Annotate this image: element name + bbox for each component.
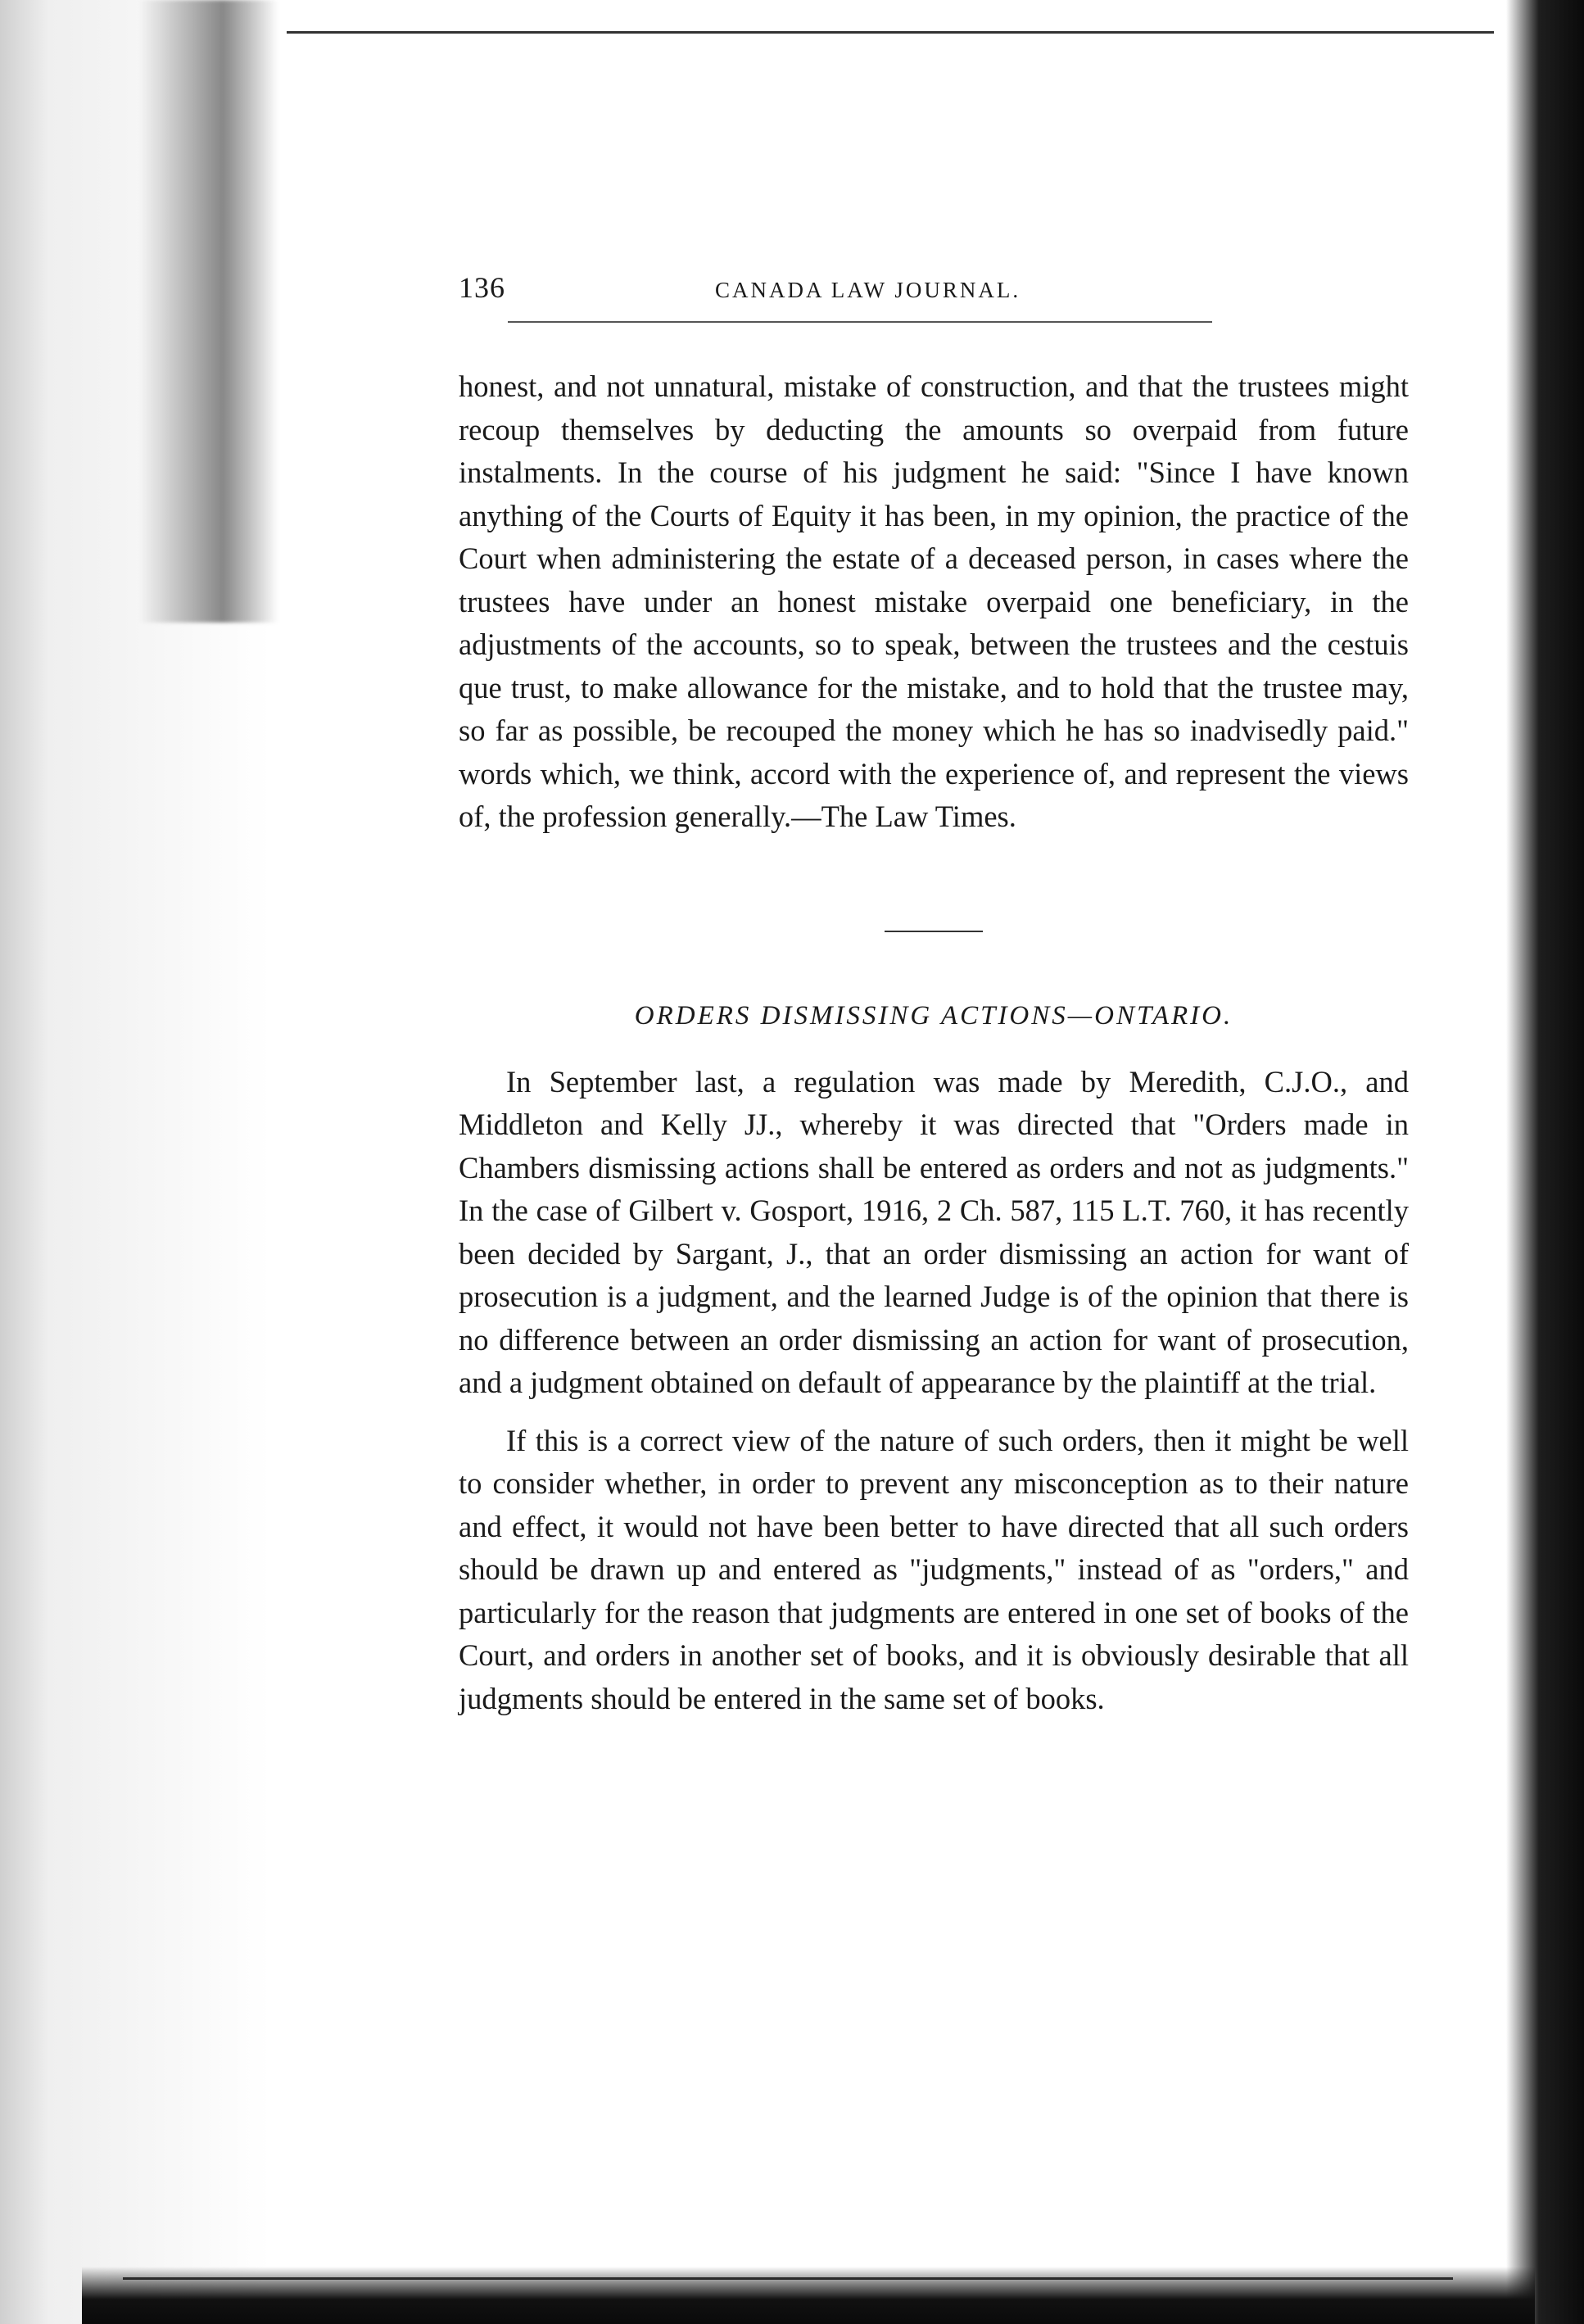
page-number: 136 [459, 271, 505, 304]
scan-binding-shadow [139, 0, 278, 623]
section-paragraph: In September last, a regulation was made by Meredith, C.J.O., and Middleton and Kelly JJ., whereby it was directed that "Orders made in Chambers dismissing actions shall be entered as orders and not as judgments." In the case of Gilbert v. Gosport, 1916, 2 Ch. 587, 115 L.T. 760, it has recently been decided by Sargant, J., that an order dismissing an action for want of prosecution is a judgment, and the learned Judge is of the opinion that there is no difference between an order dismissing an action for want of prosecution, and a judgment obtained on default of appearance by the plaintiff at the trial. [459, 1064, 1409, 1399]
page-header [459, 270, 1409, 316]
running-title: CANADA LAW JOURNAL. [715, 278, 1021, 302]
section-title: ORDERS DISMISSING ACTIONS—ONTARIO. [634, 1000, 1233, 1031]
scan-bottom-rule [123, 2277, 1453, 2280]
scan-right-edge [1506, 0, 1584, 2324]
scan-top-edge [287, 31, 1494, 34]
scan-bottom-edge [82, 2267, 1535, 2324]
header-rule [508, 321, 1212, 323]
section-paragraph: If this is a correct view of the nature of such orders, then it might be well to consider whether, in order to prevent any misconception as to their nature and effect, it would not have been better to have directed that all such orders should be drawn up and entered as "judgments," instead of as "orders," and particularly for the reason that judgments are entered in one set of books of the Court, and orders in another set of books, and it is obviously desirable that all judgments should be entered in the same set of books. [459, 1423, 1409, 1715]
section-divider [885, 931, 983, 932]
journal-page [459, 270, 1409, 1720]
continuation-paragraph: honest, and not unnatural, mistake of construction, and that the trustees might recoup themselves by deducting the amounts so overpaid from future instalments. In the course of his judgment he said: "Since I have known anything of the Courts of Equity it has been, in my opinion, the practice of the Court when administering the estate of a deceased person, in cases where the trustees have under an honest mistake overpaid one beneficiary, in the adjustments of the accounts, so to speak, between the trustees and the cestuis que trust, to make allowance for the mistake, and to hold that the trustee may, so far as possible, be recouped the money which he has so inadvisedly paid." words which, we think, accord with the experience of, and represent the views of, the profession generally.—The Law Times. [459, 369, 1409, 833]
